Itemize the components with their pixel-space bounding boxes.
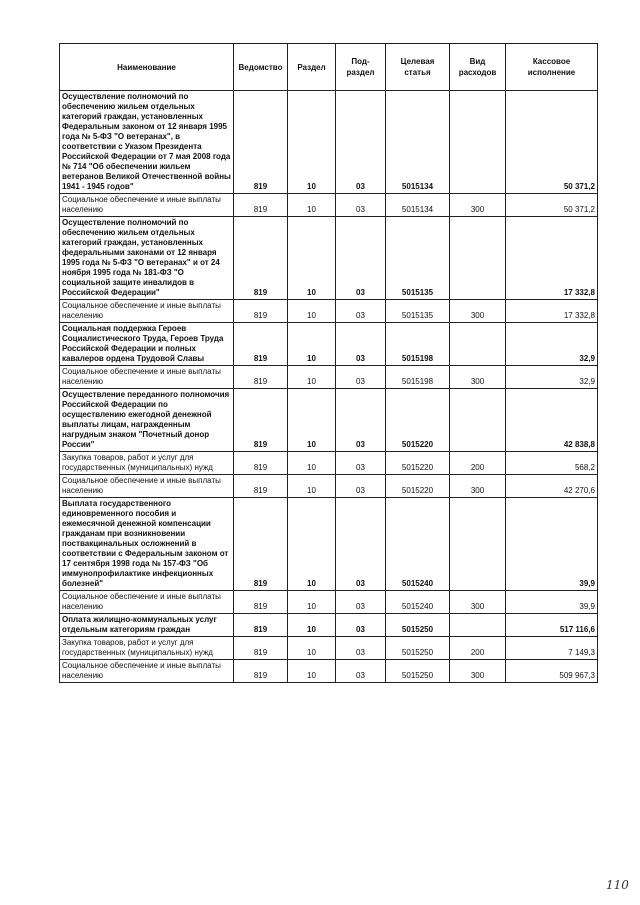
cell-razdel: 10 xyxy=(288,637,336,660)
cell-vedomstvo: 819 xyxy=(234,91,288,194)
cell-vedomstvo: 819 xyxy=(234,614,288,637)
cell-kassa: 50 371,2 xyxy=(506,194,598,217)
cell-razdel: 10 xyxy=(288,300,336,323)
cell-razdel: 10 xyxy=(288,323,336,366)
cell-kassa: 517 116,6 xyxy=(506,614,598,637)
cell-kassa: 32,9 xyxy=(506,323,598,366)
cell-kassa: 42 270,6 xyxy=(506,475,598,498)
cell-vid: 300 xyxy=(450,300,506,323)
cell-podrazdel: 03 xyxy=(336,660,386,683)
table-row xyxy=(60,660,598,683)
cell-vid xyxy=(450,217,506,300)
cell-kassa: 42 838,8 xyxy=(506,389,598,452)
table-row xyxy=(60,498,598,591)
cell-podrazdel: 03 xyxy=(336,452,386,475)
cell-vedomstvo: 819 xyxy=(234,300,288,323)
cell-name: Социальное обеспечение и иные выплаты населению xyxy=(60,366,234,389)
cell-name: Осуществление полномочий по обеспечению жильем отдельных категорий граждан, установленных Федеральным законом от 12 января 1995 года № 5-ФЗ "О ветеранах", в соответствии с Указом Президента Российской Федерации от 7 мая 2008 года № 714 "Об обеспечении жильем ветеранов Великой Отечественной войны 1941 - 1945 годов" xyxy=(60,91,234,194)
cell-statya: 5015135 xyxy=(386,217,450,300)
cell-name: Осуществление переданного полномочия Российской Федерации по осуществлению ежегодной денежной выплаты лицам, награжденным нагрудным знаком "Почетный донор России" xyxy=(60,389,234,452)
table-row xyxy=(60,637,598,660)
header-razdel: Раздел xyxy=(288,44,336,91)
header-vid: Вид расходов xyxy=(450,44,506,91)
cell-vedomstvo: 819 xyxy=(234,194,288,217)
cell-vedomstvo: 819 xyxy=(234,366,288,389)
table-row xyxy=(60,452,598,475)
cell-podrazdel: 03 xyxy=(336,91,386,194)
cell-vid xyxy=(450,323,506,366)
table-row xyxy=(60,300,598,323)
cell-vedomstvo: 819 xyxy=(234,389,288,452)
cell-podrazdel: 03 xyxy=(336,389,386,452)
cell-razdel: 10 xyxy=(288,91,336,194)
cell-vid: 300 xyxy=(450,660,506,683)
cell-statya: 5015250 xyxy=(386,637,450,660)
cell-podrazdel: 03 xyxy=(336,498,386,591)
header-statya: Целевая статья xyxy=(386,44,450,91)
cell-statya: 5015134 xyxy=(386,194,450,217)
cell-razdel: 10 xyxy=(288,614,336,637)
cell-vedomstvo: 819 xyxy=(234,498,288,591)
cell-name: Социальное обеспечение и иные выплаты населению xyxy=(60,660,234,683)
table-row xyxy=(60,591,598,614)
cell-name: Социальное обеспечение и иные выплаты населению xyxy=(60,475,234,498)
cell-razdel: 10 xyxy=(288,366,336,389)
cell-vid: 200 xyxy=(450,452,506,475)
cell-statya: 5015135 xyxy=(386,300,450,323)
cell-name: Закупка товаров, работ и услуг для государственных (муниципальных) нужд xyxy=(60,452,234,475)
cell-kassa: 50 371,2 xyxy=(506,91,598,194)
cell-kassa: 568,2 xyxy=(506,452,598,475)
cell-name: Осуществление полномочий по обеспечению жильем отдельных категорий граждан, установленных федеральными законами от 12 января 1995 года № 5-ФЗ "О ветеранах" и от 24 ноября 1995 года № 181-ФЗ "О социальной защите инвалидов в Российской Федерации" xyxy=(60,217,234,300)
page-number: 110 xyxy=(606,878,629,892)
cell-statya: 5015198 xyxy=(386,323,450,366)
cell-podrazdel: 03 xyxy=(336,591,386,614)
cell-name: Социальное обеспечение и иные выплаты населению xyxy=(60,591,234,614)
cell-podrazdel: 03 xyxy=(336,194,386,217)
table-row xyxy=(60,323,598,366)
cell-kassa: 17 332,8 xyxy=(506,217,598,300)
table-row xyxy=(60,614,598,637)
cell-razdel: 10 xyxy=(288,591,336,614)
cell-vid xyxy=(450,389,506,452)
header-podrazdel: Под- раздел xyxy=(336,44,386,91)
table-row xyxy=(60,91,598,194)
cell-statya: 5015250 xyxy=(386,614,450,637)
budget-execution-table xyxy=(59,43,598,683)
cell-name: Социальное обеспечение и иные выплаты населению xyxy=(60,194,234,217)
table-row xyxy=(60,217,598,300)
cell-kassa: 39,9 xyxy=(506,498,598,591)
cell-name: Социальная поддержка Героев Социалистического Труда, Героев Труда Российской Федерации и полных кавалеров ордена Трудовой Славы xyxy=(60,323,234,366)
cell-statya: 5015198 xyxy=(386,366,450,389)
cell-podrazdel: 03 xyxy=(336,366,386,389)
header-vedomstvo: Ведомство xyxy=(234,44,288,91)
budget-table-container xyxy=(59,43,597,683)
cell-vid: 200 xyxy=(450,637,506,660)
cell-name: Выплата государственного единовременного пособия и ежемесячной денежной компенсации гражданам при возникновении поствакцинальных осложнений в соответствии с Федеральным законом от 17 сентября 1998 года № 157-ФЗ "Об иммунопрофилактике инфекционных болезней" xyxy=(60,498,234,591)
cell-kassa: 509 967,3 xyxy=(506,660,598,683)
cell-vedomstvo: 819 xyxy=(234,323,288,366)
header-kassa: Кассовое исполнение xyxy=(506,44,598,91)
header-name: Наименование xyxy=(60,44,234,91)
cell-vid: 300 xyxy=(450,475,506,498)
cell-podrazdel: 03 xyxy=(336,217,386,300)
cell-podrazdel: 03 xyxy=(336,614,386,637)
cell-vid: 300 xyxy=(450,591,506,614)
cell-name: Закупка товаров, работ и услуг для государственных (муниципальных) нужд xyxy=(60,637,234,660)
cell-vedomstvo: 819 xyxy=(234,637,288,660)
cell-vedomstvo: 819 xyxy=(234,660,288,683)
cell-razdel: 10 xyxy=(288,389,336,452)
table-row xyxy=(60,475,598,498)
cell-vid xyxy=(450,498,506,591)
cell-razdel: 10 xyxy=(288,452,336,475)
cell-razdel: 10 xyxy=(288,660,336,683)
cell-kassa: 39,9 xyxy=(506,591,598,614)
table-row xyxy=(60,194,598,217)
header-row xyxy=(60,44,598,91)
table-header xyxy=(60,44,598,91)
cell-statya: 5015240 xyxy=(386,498,450,591)
cell-statya: 5015220 xyxy=(386,452,450,475)
cell-vedomstvo: 819 xyxy=(234,217,288,300)
cell-podrazdel: 03 xyxy=(336,300,386,323)
table-body xyxy=(60,91,598,683)
cell-statya: 5015220 xyxy=(386,475,450,498)
table-row xyxy=(60,366,598,389)
table-row xyxy=(60,389,598,452)
cell-name: Оплата жилищно-коммунальных услуг отдельным категориям граждан xyxy=(60,614,234,637)
cell-podrazdel: 03 xyxy=(336,475,386,498)
cell-statya: 5015220 xyxy=(386,389,450,452)
cell-statya: 5015240 xyxy=(386,591,450,614)
cell-razdel: 10 xyxy=(288,217,336,300)
cell-kassa: 17 332,8 xyxy=(506,300,598,323)
cell-razdel: 10 xyxy=(288,498,336,591)
cell-podrazdel: 03 xyxy=(336,323,386,366)
cell-statya: 5015250 xyxy=(386,660,450,683)
cell-vid xyxy=(450,91,506,194)
cell-name: Социальное обеспечение и иные выплаты населению xyxy=(60,300,234,323)
cell-vedomstvo: 819 xyxy=(234,591,288,614)
cell-vedomstvo: 819 xyxy=(234,452,288,475)
cell-vid: 300 xyxy=(450,366,506,389)
cell-vid xyxy=(450,614,506,637)
cell-razdel: 10 xyxy=(288,475,336,498)
cell-statya: 5015134 xyxy=(386,91,450,194)
cell-podrazdel: 03 xyxy=(336,637,386,660)
cell-kassa: 7 149,3 xyxy=(506,637,598,660)
cell-razdel: 10 xyxy=(288,194,336,217)
cell-kassa: 32,9 xyxy=(506,366,598,389)
cell-vid: 300 xyxy=(450,194,506,217)
cell-vedomstvo: 819 xyxy=(234,475,288,498)
